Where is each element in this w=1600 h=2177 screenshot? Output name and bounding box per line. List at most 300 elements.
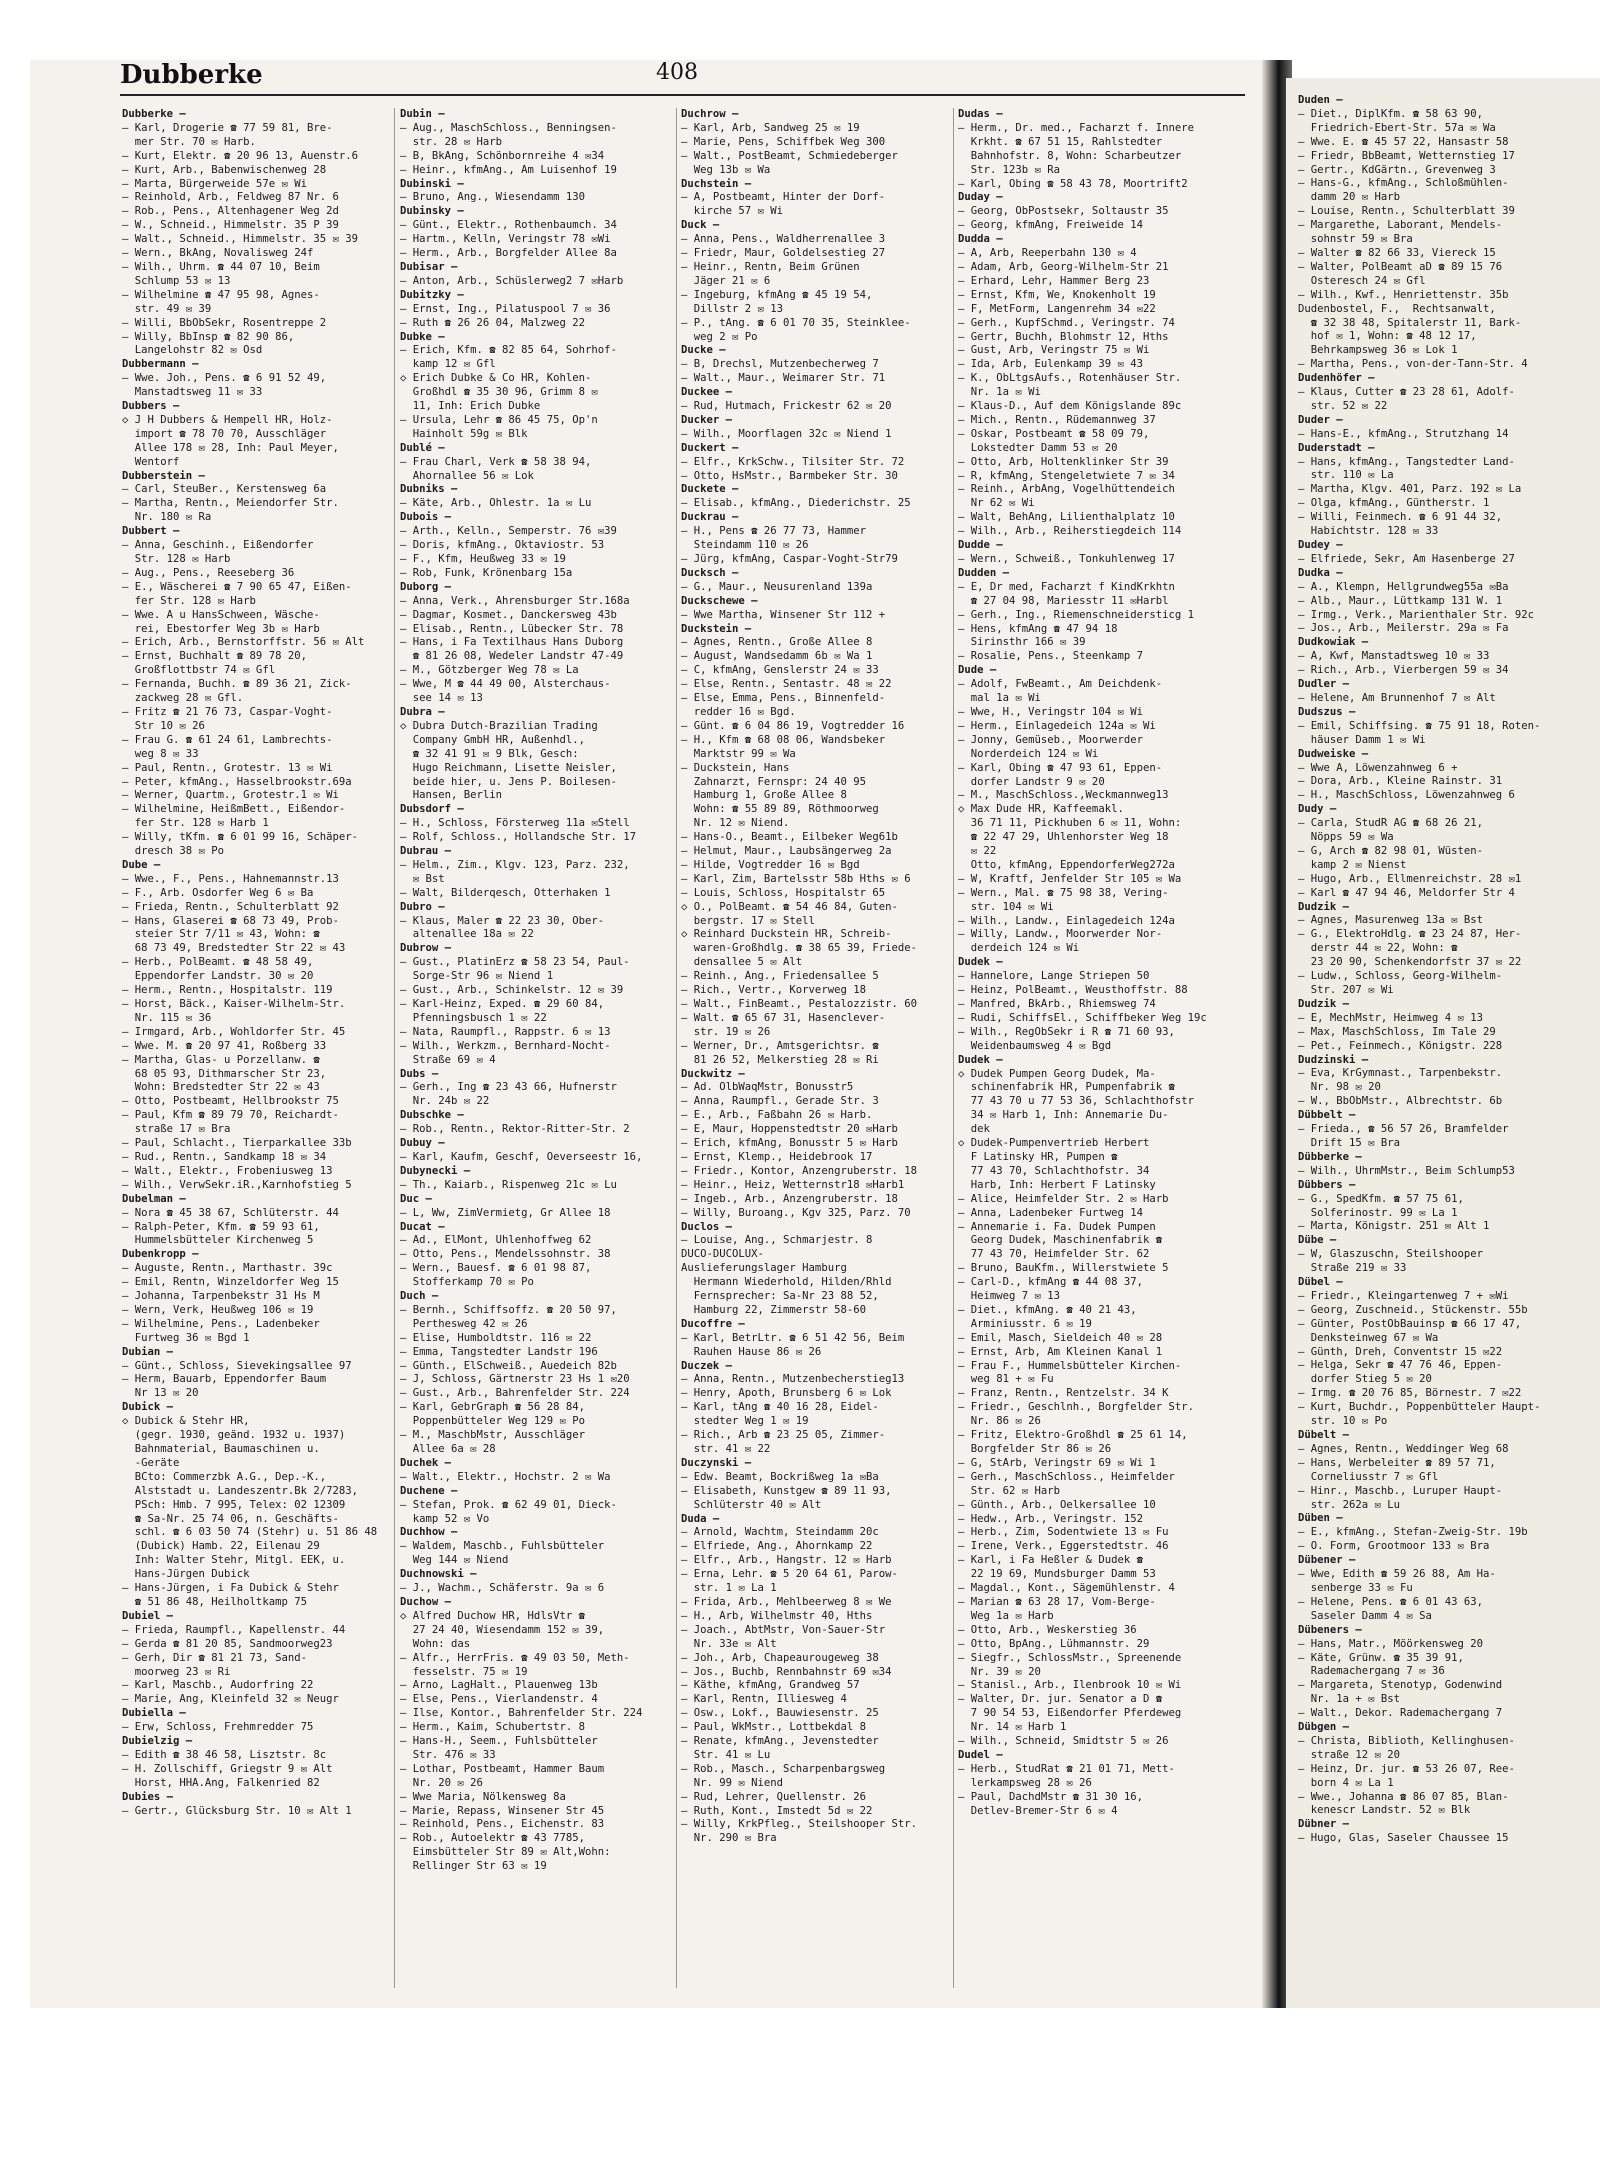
directory-entry-line: Dübe —: [1298, 1234, 1337, 1247]
directory-entry-line: — Martha, Glas- u Porzellanw. ☎: [122, 1053, 320, 1066]
directory-entry-line: — Reinhold, Pens., Eichenstr. 83: [400, 1818, 605, 1831]
directory-entry-line: Dudka —: [1298, 566, 1343, 579]
directory-entry-line: — Elisab., Rentn., Lübecker Str. 78: [400, 622, 624, 635]
directory-entry-line: — Walt., Dekor. Rademachergang 7: [1298, 1707, 1503, 1720]
directory-entry-line: — Hans-O., Beamt., Eilbeker Weg61b: [681, 831, 898, 844]
directory-entry-line: — Aug., MaschSchloss., Benningsen-: [400, 121, 617, 134]
directory-entry-line: — Günter, PostObBauinsp ☎ 66 17 47,: [1298, 1317, 1522, 1330]
directory-entry-line: — Rosalie, Pens., Steenkamp 7: [958, 650, 1143, 663]
directory-entry-line: Ducat —: [400, 1220, 445, 1233]
directory-entry-line: str. 52 ✉ 22: [1298, 399, 1388, 412]
directory-entry-line: — Arth., Kelln., Semperstr. 76 ✉39: [400, 525, 617, 538]
directory-entry-line: Wentorf: [122, 455, 180, 468]
directory-entry-line: — A, Kwf, Manstadtsweg 10 ✉ 33: [1298, 650, 1490, 663]
directory-entry-line: — H., Kfm ☎ 68 08 06, Wandsbeker: [681, 733, 886, 746]
directory-entry-line: Duckrau —: [681, 511, 739, 524]
column-divider: [394, 108, 395, 1988]
directory-entry-line: — Otto, HsMstr., Barmbeker Str. 30: [681, 469, 898, 482]
directory-entry-line: Nr 13 ✉ 20: [122, 1387, 199, 1400]
directory-entry-line: — Heinr., Heiz, Wetternstr18 ✉Harb1: [681, 1178, 905, 1191]
directory-entry-line: Wohn: ☎ 55 89 89, Röthmoorweg: [681, 803, 879, 816]
directory-entry-line: — Arno, LagHalt., Plauenweg 13b: [400, 1679, 598, 1692]
directory-entry-line: — Willy, KrkPfleg., Steilshooper Str.: [681, 1818, 917, 1831]
directory-entry-line: — Wilh., Kwf., Henriettenstr. 35b: [1298, 288, 1509, 301]
directory-entry-line: Company GmbH HR, Außenhdl.,: [400, 733, 585, 746]
directory-entry-line: — Heinz, PolBeamt., Weusthoffstr. 88: [958, 984, 1188, 997]
directory-entry-line: — Käte, Grünw. ☎ 35 39 91,: [1298, 1651, 1464, 1664]
directory-entry-line: — Wwe, M ☎ 44 49 00, Alsterchaus-: [400, 678, 611, 691]
directory-entry-line: Schlump 53 ✉ 13: [122, 274, 231, 287]
directory-entry-line: — Karl, Drogerie ☎ 77 59 81, Bre-: [122, 121, 333, 134]
directory-entry-line: Dubinsky —: [400, 205, 464, 218]
directory-entry-line: — Christa, Biblioth, Kellinghusen-: [1298, 1734, 1515, 1747]
directory-entry-line: — Walt, Bilderqesch, Otterhaken 1: [400, 886, 611, 899]
directory-entry-line: Pfenningsbusch 1 ✉ 22: [400, 1011, 547, 1024]
directory-entry-line: Str. 476 ✉ 33: [400, 1748, 496, 1761]
directory-entry-line: — Marian ☎ 63 28 17, Vom-Berge-: [958, 1595, 1156, 1608]
directory-entry-line: Saseler Damm 4 ✉ Sa: [1298, 1609, 1432, 1622]
directory-entry-line: Hugo Reichmann, Lisette Neisler,: [400, 761, 617, 774]
directory-entry-line: Nr. 1a + ✉ Bst: [1298, 1693, 1401, 1706]
directory-entry-line: Str 10 ✉ 26: [122, 719, 205, 732]
directory-entry-line: — Wern., BkAng, Novalisweg 24f: [122, 247, 314, 260]
directory-entry-line: — Frieda, Raumpfl., Kapellenstr. 44: [122, 1623, 346, 1636]
directory-entry-line: — Paul, Schlacht., Tierparkallee 33b: [122, 1137, 352, 1150]
directory-entry-line: — Rob., Pens., Altenhagener Weg 2d: [122, 205, 339, 218]
directory-entry-line: — Günth., ElSchweiß., Auedeich 82b: [400, 1359, 617, 1372]
directory-entry-line: Nr. 1a ✉ Wi: [958, 386, 1041, 399]
directory-entry-line: Dudden —: [958, 566, 1010, 579]
directory-entry-line: — Georg, kfmAng, Freiweide 14: [958, 219, 1143, 232]
directory-entry-line: Hamburg 22, Zimmerstr 58-60: [681, 1303, 866, 1316]
directory-entry-line: — Alfr., HerrFris. ☎ 49 03 50, Meth-: [400, 1651, 630, 1664]
directory-entry-line: ◇ Dubick & Stehr HR,: [122, 1415, 250, 1428]
directory-entry-line: — Helm., Zim., Klgv. 123, Parz. 232,: [400, 858, 630, 871]
directory-entry-line: Heimweg 7 ✉ 13: [958, 1290, 1061, 1303]
directory-entry-line: born 4 ✉ La 1: [1298, 1776, 1394, 1789]
directory-entry-line: ☎ 32 38 48, Spitalerstr 11, Bark-: [1298, 316, 1522, 329]
directory-entry-line: Dubuy —: [400, 1137, 445, 1150]
column-divider: [953, 108, 954, 1988]
directory-entry-line: — Rob., Rentn., Rektor-Ritter-Str. 2: [400, 1123, 630, 1136]
directory-entry-line: Str. 207 ✉ Wi: [1298, 984, 1394, 996]
directory-entry-line: Dübbers —: [1298, 1178, 1356, 1191]
directory-entry-line: — Th., Kaiarb., Rispenweg 21c ✉ Lu: [400, 1178, 617, 1191]
directory-entry-line: — Marta, Königstr. 251 ✉ Alt 1: [1298, 1220, 1490, 1233]
directory-entry-line: — Marie, Repass, Winsener Str 45: [400, 1804, 605, 1817]
directory-entry-line: — Walt., FinBeamt., Pestalozzistr. 60: [681, 998, 917, 1010]
directory-entry-line: — H., Arb, Wilhelmstr 40, Hths: [681, 1609, 873, 1622]
directory-entry-line: — Else, Emma, Pens., Binnenfeld-: [681, 692, 886, 705]
directory-entry-line: Sorge-Str 96 ✉ Niend 1: [400, 970, 554, 983]
directory-entry-line: — M., MaschbMstr, Ausschläger: [400, 1429, 585, 1442]
directory-entry-line: fer Str. 128 ✉ Harb 1: [122, 817, 269, 830]
directory-entry-line: ☎ 81 26 08, Wedeler Landstr 47-49: [400, 650, 624, 663]
directory-entry-line: — Kurt, Arb., Babenwischenweg 28: [122, 163, 327, 176]
directory-entry-line: str. 41 ✉ 22: [681, 1443, 771, 1455]
directory-entry-line: — W, Glaszuschn, Steilshooper: [1298, 1248, 1483, 1261]
directory-entry-line: beide hier, u. Jens P. Boilesen-: [400, 775, 617, 788]
directory-entry-line: Nr. 14 ✉ Harb 1: [958, 1721, 1067, 1734]
directory-entry-line: — Gust., Arb., Bahrenfelder Str. 224: [400, 1387, 630, 1400]
directory-entry-line: Dubs —: [400, 1067, 439, 1080]
directory-entry-line: Straße 69 ✉ 4: [400, 1053, 496, 1066]
directory-entry-line: — Agnes, Rentn., Große Allee 8: [681, 636, 873, 649]
directory-entry-line: — Günth., Arb., Oelkersallee 10: [958, 1498, 1156, 1511]
directory-entry-line: Friedrich-Ebert-Str. 57a ✉ Wa: [1298, 121, 1496, 134]
directory-entry-line: — Diet., DiplKfm. ☎ 58 63 90,: [1298, 107, 1483, 120]
directory-entry-line: — Gerh., MaschSchloss., Heimfelder: [958, 1470, 1175, 1483]
directory-entry-line: ◇ Dudek Pumpen Georg Dudek, Ma-: [958, 1067, 1156, 1080]
directory-entry-line: — Paul, Rentn., Grotestr. 13 ✉ Wi: [122, 761, 333, 774]
directory-entry-line: — Heinz, Dr. jur. ☎ 53 26 07, Ree-: [1298, 1762, 1515, 1775]
directory-entry-line: — Ernst, Arb, Am Kleinen Kanal 1: [958, 1345, 1163, 1358]
directory-entry-line: — Hilde, Vogtredder 16 ✉ Bgd: [681, 858, 860, 871]
directory-entry-line: Düben —: [1298, 1512, 1343, 1525]
directory-entry-line: Dubberke —: [122, 108, 186, 120]
directory-entry-line: — Louis, Schloss, Hospitalstr 65: [681, 886, 886, 899]
directory-entry-line: Rellinger Str 63 ✉ 19: [400, 1860, 547, 1873]
directory-entry-line: — Walter, Dr. jur. Senator a D ☎: [958, 1693, 1163, 1706]
directory-entry-line: Bahnmaterial, Baumaschinen u.: [122, 1443, 320, 1455]
directory-entry-line: Horst, HHA.Ang, Falkenried 82: [122, 1776, 320, 1789]
directory-entry-line: — Karl ☎ 47 94 46, Meldorfer Str 4: [1298, 886, 1515, 899]
directory-entry-line: Dubian —: [122, 1345, 174, 1358]
directory-entry-line: — Walter ☎ 82 66 33, Viereck 15: [1298, 246, 1496, 259]
directory-entry-line: — Walt., Schneid., Himmelstr. 35 ✉ 39: [122, 233, 358, 246]
directory-entry-line: — Elfriede, Sekr, Am Hasenberge 27: [1298, 552, 1515, 565]
directory-entry-line: Lokstedter Damm 53 ✉ 20: [958, 441, 1118, 454]
directory-entry-line: — Wwe, Edith ☎ 59 26 88, Am Ha-: [1298, 1568, 1496, 1581]
directory-entry-line: Dillstr 2 ✉ 13: [681, 302, 784, 315]
directory-entry-line: Dubra —: [400, 705, 445, 718]
directory-entry-line: — Hannelore, Lange Striepen 50: [958, 970, 1150, 983]
directory-entry-line: Hermann Wiederhold, Hilden/Rhld: [681, 1276, 892, 1289]
directory-entry-line: — Ida, Arb, Eulenkamp 39 ✉ 43: [958, 358, 1143, 371]
directory-entry-line: — Rob, Funk, Krönenbarg 15a: [400, 566, 573, 579]
directory-entry-line: — Joh., Arb, Chapeaurougeweg 38: [681, 1651, 879, 1664]
directory-entry-line: Nöpps 59 ✉ Wa: [1298, 831, 1394, 844]
directory-entry-line: Duchene —: [400, 1484, 458, 1497]
directory-entry-line: — Gust, Arb, Veringstr 75 ✉ Wi: [958, 344, 1150, 357]
directory-entry-line: — Oskar, Postbeamt ☎ 58 09 79,: [958, 427, 1150, 440]
directory-entry-line: Duckee —: [681, 386, 733, 399]
directory-entry-line: densallee 5 ✉ Alt: [681, 956, 803, 969]
directory-entry-line: — Erna, Lehr. ☎ 5 20 64 61, Parow-: [681, 1568, 898, 1581]
directory-entry-line: DUCO-DUCOLUX-: [681, 1248, 764, 1261]
directory-entry-line: Duder —: [1298, 413, 1343, 426]
directory-entry-line: — Günth, Dreh, Conventstr 15 ✉22: [1298, 1345, 1503, 1358]
directory-entry-line: — Helmut, Maur., Laubsängerweg 2a: [681, 845, 892, 858]
directory-entry-line: Str. 62 ✉ Harb: [958, 1484, 1061, 1497]
directory-entry-line: — Paul, WkMstr., Lottbekdal 8: [681, 1721, 866, 1734]
directory-entry-line: Ducksch —: [681, 566, 739, 579]
directory-entry-line: — P., tAng. ☎ 6 01 70 35, Steinklee-: [681, 316, 911, 329]
directory-entry-line: — Wwe. Joh., Pens. ☎ 6 91 52 49,: [122, 372, 327, 385]
directory-entry-line: — E., Wäscherei ☎ 7 90 65 47, Eißen-: [122, 580, 352, 593]
directory-entry-line: Straße 219 ✉ 33: [1298, 1262, 1407, 1275]
directory-entry-line: sohnstr 59 ✉ Bra: [1298, 233, 1413, 246]
directory-entry-line: Poppenbütteler Weg 129 ✉ Po: [400, 1415, 585, 1428]
directory-entry-line: — H. Zollschiff, Griegstr 9 ✉ Alt: [122, 1762, 333, 1775]
directory-entry-line: — Wilhelmine ☎ 47 95 98, Agnes-: [122, 288, 320, 301]
directory-entry-line: — J, Schloss, Gärtnerstr 23 Hs 1 ✉20: [400, 1373, 630, 1386]
directory-entry-line: zackweg 28 ✉ Gfl.: [122, 692, 244, 705]
directory-entry-line: Rauhen Hause 86 ✉ 26: [681, 1345, 822, 1358]
directory-entry-line: — Jonny, Gemüseb., Moorwerder: [958, 733, 1143, 746]
directory-entry-line: Ducker —: [681, 413, 733, 426]
directory-entry-line: — Günt., Elektr., Rothenbaumch. 34: [400, 219, 617, 232]
directory-entry-line: kamp 52 ✉ Vo: [400, 1512, 490, 1525]
directory-entry-line: — Else, Rentn., Sentastr. 48 ✉ 22: [681, 678, 892, 691]
directory-entry-line: — Wilh., Werkzm., Bernhard-Nocht-: [400, 1039, 611, 1052]
directory-entry-line: — Fritz ☎ 21 76 73, Caspar-Voght-: [122, 705, 333, 718]
directory-entry-line: — Ingeb., Arb., Anzengruberstr. 18: [681, 1192, 898, 1205]
directory-entry-line: — G., SpedKfm. ☎ 57 75 61,: [1298, 1192, 1464, 1205]
directory-entry-line: str. 110 ✉ La: [1298, 469, 1394, 482]
directory-entry-line: Nr 62 ✉ Wi: [958, 497, 1035, 510]
directory-entry-line: — Frieda, Rentn., Schulterblatt 92: [122, 900, 339, 913]
directory-entry-line: — Fernanda, Buchh. ☎ 89 36 21, Zick-: [122, 678, 352, 691]
directory-entry-line: derdeich 124 ✉ Wi: [958, 942, 1080, 955]
directory-entry-line: ☎ 32 41 91 ✉ 9 Blk, Gesch:: [400, 747, 579, 760]
directory-entry-line: Langelohstr 82 ✉ Osd: [122, 344, 263, 357]
directory-entry-line: — Manfred, BkArb., Rhiemsweg 74: [958, 998, 1156, 1010]
directory-entry-line: — M., Götzberger Weg 78 ✉ La: [400, 664, 579, 677]
directory-entry-line: — Agnes, Masurenweg 13a ✉ Bst: [1298, 914, 1483, 927]
directory-entry-line: — H., MaschSchloss, Löwenzahnweg 6: [1298, 789, 1515, 802]
directory-entry-line: — Frieda., ☎ 56 57 26, Bramfelder: [1298, 1123, 1509, 1136]
directory-entry-line: — Willy, Buroang., Kgv 325, Parz. 70: [681, 1206, 911, 1219]
directory-entry-line: straße 12 ✉ 20: [1298, 1748, 1401, 1761]
directory-entry-line: — Stanisl., Arb., Ilenbrook 10 ✉ Wi: [958, 1679, 1182, 1692]
directory-entry-line: Nr. 33e ✉ Alt: [681, 1637, 777, 1650]
directory-entry-line: — Walter, PolBeamt aD ☎ 89 15 76: [1298, 260, 1503, 273]
directory-entry-line: — Rich., Arb ☎ 23 25 05, Zimmer-: [681, 1429, 886, 1442]
directory-entry-line: Nr. 86 ✉ 26: [958, 1415, 1041, 1428]
directory-entry-line: — Wilh., VerwSekr.iR.,Karnhofstieg 5: [122, 1178, 352, 1191]
directory-entry-line: häuser Damm 1 ✉ Wi: [1298, 733, 1426, 746]
directory-entry-line: derstr 44 ✉ 22, Wohn: ☎: [1298, 942, 1458, 955]
directory-entry-line: Dubenkropp —: [122, 1248, 199, 1261]
right-page: [1286, 78, 1600, 2008]
directory-entry-line: — Karl, Rentn, Illiesweg 4: [681, 1693, 847, 1706]
directory-entry-line: — Karl, Maschb., Audorfring 22: [122, 1679, 314, 1692]
directory-entry-line: — Anna, Geschinh., Eißendorfer: [122, 539, 314, 552]
directory-entry-line: — Rud, Lehrer, Quellenstr. 26: [681, 1790, 866, 1803]
directory-entry-line: — Ingeburg, kfmAng ☎ 45 19 54,: [681, 288, 873, 301]
directory-entry-line: Dubinski —: [400, 177, 464, 190]
directory-entry-line: schinenfabrik HR, Pumpenfabrik ☎: [958, 1081, 1175, 1094]
directory-entry-line: — Friedr., Geschlnh., Borgfelder Str.: [958, 1401, 1194, 1414]
directory-entry-line: — Herm, Bauarb, Eppendorfer Baum: [122, 1373, 327, 1386]
directory-entry-line: lerkampsweg 28 ✉ 26: [958, 1776, 1092, 1789]
directory-entry-line: Dudde —: [958, 539, 1003, 552]
directory-entry-line: ✉ Bst: [400, 872, 445, 885]
directory-entry-line: — Rolf, Schloss., Hollandsche Str. 17: [400, 831, 636, 844]
directory-entry-line: — Reinh., ArbAng, Vogelhüttendeich: [958, 483, 1175, 496]
directory-entry-line: Inh: Walter Stehr, Mitgl. EEK, u.: [122, 1554, 346, 1567]
directory-column-4: [958, 108, 1226, 1988]
directory-entry-line: — K., ObLtgsAufs., Rotenhäuser Str.: [958, 372, 1182, 385]
directory-entry-line: — G., Maur., Neusurenland 139a: [681, 580, 873, 593]
directory-entry-line: — Gerda ☎ 81 20 85, Sandmoorweg23: [122, 1637, 333, 1650]
directory-entry-line: Dubitzky —: [400, 288, 464, 301]
directory-entry-line: rei, Ebestorfer Weg 3b ✉ Harb: [122, 622, 320, 635]
directory-entry-line: — Wilh., Arb., Reiherstiegdeich 114: [958, 525, 1182, 538]
directory-entry-line: — Dagmar, Kosmet., Danckersweg 43b: [400, 608, 617, 621]
directory-entry-line: Dubiel —: [122, 1609, 174, 1622]
directory-entry-line: — Gerh., Ing., Riemenschneidersticg 1: [958, 608, 1194, 621]
directory-entry-line: Corneliusstr 7 ✉ Gfl: [1298, 1470, 1439, 1483]
directory-entry-line: Dubke —: [400, 330, 445, 343]
directory-entry-line: — Arnold, Wachtm, Steindamm 20c: [681, 1526, 879, 1539]
directory-entry-line: — Marie, Ang, Kleinfeld 32 ✉ Neugr: [122, 1693, 339, 1706]
directory-entry-line: — Else, Pens., Vierlandenstr. 4: [400, 1693, 598, 1706]
directory-entry-line: Nr. 24b ✉ 22: [400, 1095, 490, 1108]
directory-entry-line: Duckwitz —: [681, 1067, 745, 1080]
directory-entry-line: Str. 123b ✉ Ra: [958, 163, 1061, 176]
directory-entry-line: damm 20 ✉ Harb: [1298, 191, 1401, 204]
directory-entry-line: weg 2 ✉ Po: [681, 330, 758, 343]
directory-entry-line: — Wilh., Schneid, Smidtstr 5 ✉ 26: [958, 1735, 1169, 1748]
directory-entry-line: — E., kfmAng., Stefan-Zweig-Str. 19b: [1298, 1526, 1528, 1539]
directory-entry-line: Dudszus —: [1298, 705, 1356, 718]
directory-entry-line: — Walt., Maur., Weimarer Str. 71: [681, 372, 886, 385]
directory-entry-line: Duchow —: [400, 1595, 452, 1608]
directory-entry-line: str. 10 ✉ Po: [1298, 1415, 1388, 1428]
directory-entry-line: — Hinr., Maschb., Luruper Haupt-: [1298, 1484, 1503, 1497]
directory-entry-line: Dubies —: [122, 1790, 174, 1803]
directory-entry-line: Stofferkamp 70 ✉ Po: [400, 1276, 534, 1289]
directory-entry-line: — Wwe. E. ☎ 45 57 22, Hansastr 58: [1298, 135, 1509, 148]
directory-entry-line: kamp 2 ✉ Nienst: [1298, 858, 1407, 871]
directory-entry-line: Dudel —: [958, 1748, 1003, 1761]
directory-entry-line: Dudenhöfer —: [1298, 372, 1375, 385]
directory-entry-line: 68 05 93, Dithmarscher Str 23,: [122, 1067, 327, 1080]
directory-entry-line: — Willy, tKfm. ☎ 6 01 99 16, Schäper-: [122, 831, 358, 844]
directory-entry-line: — Ralph-Peter, Kfm. ☎ 59 93 61,: [122, 1220, 320, 1233]
directory-entry-line: — Emil, Rentn, Winzeldorfer Weg 15: [122, 1276, 339, 1289]
directory-entry-line: — Carl-D., kfmAng ☎ 44 08 37,: [958, 1276, 1143, 1289]
directory-entry-line: — Hans, Glaserei ☎ 68 73 49, Prob-: [122, 914, 339, 927]
directory-entry-line: — Anna, Ladenbeker Furtweg 14: [958, 1206, 1143, 1219]
directory-entry-line: — E, Maur, Hoppenstedtstr 20 ✉Harb: [681, 1123, 898, 1136]
directory-entry-line: Hainholt 59g ✉ Blk: [400, 427, 528, 440]
directory-entry-line: str. 1 ✉ La 1: [681, 1582, 777, 1595]
directory-entry-line: — August, Wandsedamm 6b ✉ Wa 1: [681, 650, 873, 663]
directory-entry-line: Duckert —: [681, 441, 739, 454]
directory-entry-line: — Irmg. ☎ 20 76 85, Börnestr. 7 ✉22: [1298, 1387, 1522, 1400]
directory-entry-line: moorweg 23 ✉ Ri: [122, 1665, 231, 1678]
directory-entry-line: — Gertr., Glücksburg Str. 10 ✉ Alt 1: [122, 1804, 352, 1817]
directory-entry-line: Denksteinweg 67 ✉ Wa: [1298, 1331, 1439, 1344]
directory-entry-line: — Heinr., Rentn, Beim Grünen: [681, 260, 860, 273]
directory-entry-line: Dudzinski —: [1298, 1053, 1369, 1066]
directory-entry-line: Duden —: [1298, 94, 1343, 106]
directory-entry-line: F Latinsky HR, Pumpen ☎: [958, 1150, 1118, 1163]
directory-entry-line: 81 26 52, Melkerstieg 28 ✉ Ri: [681, 1053, 879, 1066]
directory-entry-line: — Ad. OlbWaqMstr, Bonusstr5: [681, 1081, 854, 1094]
directory-entry-line: — Erich, Arb., Bernstorffstr. 56 ✉ Alt: [122, 636, 365, 649]
directory-entry-line: — Heinr., kfmAng., Am Luisenhof 19: [400, 163, 617, 176]
directory-entry-line: — Otto, BpAng., Lühmannstr. 29: [958, 1637, 1150, 1650]
directory-entry-line: — Olga, kfmAng., Güntherstr. 1: [1298, 497, 1490, 510]
directory-entry-line: — Helene, Pens. ☎ 6 01 43 63,: [1298, 1595, 1483, 1608]
directory-entry-line: — Annemarie i. Fa. Dudek Pumpen: [958, 1220, 1156, 1233]
directory-entry-line: Dubniks —: [400, 483, 458, 496]
directory-entry-line: Großflottbstr 74 ✉ Gfl: [122, 664, 276, 677]
directory-entry-line: Dubin —: [400, 108, 445, 120]
directory-entry-line: — Wwe. A u HansSchween, Wäsche-: [122, 608, 320, 621]
directory-entry-line: Dubbert —: [122, 525, 180, 538]
directory-entry-line: — Wilhelmine, HeißmBett., Eißendor-: [122, 803, 346, 816]
directory-entry-line: — Ruth ☎ 26 26 04, Malzweg 22: [400, 316, 585, 329]
directory-entry-line: Großhdl ☎ 35 30 96, Grimm 8 ✉: [400, 386, 598, 399]
directory-entry-line: Duch —: [400, 1290, 439, 1303]
directory-entry-line: Auslieferungslager Hamburg: [681, 1262, 847, 1275]
directory-entry-line: fer Str. 128 ✉ Harb: [122, 594, 256, 607]
directory-entry-line: — Erhard, Lehr, Hammer Berg 23: [958, 274, 1150, 287]
directory-entry-line: — Eva, KrGymnast., Tarpenbekstr.: [1298, 1067, 1503, 1080]
directory-entry-line: — Max, MaschSchloss, Im Tale 29: [1298, 1025, 1496, 1038]
directory-entry-line: — Hans-Jürgen, i Fa Dubick & Stehr: [122, 1582, 339, 1595]
directory-entry-line: — Günt., Schloss, Sievekingsallee 97: [122, 1359, 352, 1372]
directory-entry-line: Ducke —: [681, 344, 726, 357]
directory-entry-line: — Hans, Matr., Möörkensweg 20: [1298, 1637, 1483, 1650]
directory-entry-line: — Lothar, Postbeamt, Hammer Baum: [400, 1762, 605, 1775]
directory-entry-line: — Gerh, Dir ☎ 81 21 73, Sand-: [122, 1651, 307, 1664]
directory-entry-line: — L, Ww, ZimVermietg, Gr Allee 18: [400, 1206, 611, 1219]
directory-entry-line: Nr. 12 ✉ Niend.: [681, 817, 790, 830]
directory-entry-line: Nr. 39 ✉ 20: [958, 1665, 1041, 1678]
directory-entry-line: Dübelt —: [1298, 1429, 1350, 1441]
directory-entry-line: — Gerh., KupfSchmd., Veringstr. 74: [958, 316, 1175, 329]
directory-entry-line: Alststadt u. Landeszentr.Bk 2/7283,: [122, 1484, 358, 1497]
directory-entry-line: — Herm., Rentn., Hospitalstr. 119: [122, 984, 333, 997]
directory-entry-line: 77 43 70 u 77 53 36, Schlachthofstr: [958, 1095, 1194, 1108]
directory-entry-line: — Jürg, kfmAng, Caspar-Voght-Str79: [681, 553, 898, 565]
directory-entry-line: — W, Kraftf, Jenfelder Str 105 ✉ Wa: [958, 872, 1182, 885]
directory-entry-line: Nr. 20 ✉ 26: [400, 1776, 483, 1789]
directory-entry-line: Nr. 290 ✉ Bra: [681, 1832, 777, 1845]
directory-entry-line: — Wwe., F., Pens., Hahnemannstr.13: [122, 872, 339, 885]
directory-entry-line: fesselstr. 75 ✉ 19: [400, 1665, 528, 1678]
directory-entry-line: — Doris, kfmAng., Oktaviostr. 53: [400, 539, 605, 552]
directory-entry-line: Duczynski —: [681, 1456, 752, 1469]
directory-entry-line: — Johanna, Tarpenbekstr 31 Hs M: [122, 1290, 320, 1303]
directory-entry-line: Duday —: [958, 191, 1003, 204]
directory-entry-line: — Agnes, Rentn., Weddinger Weg 68: [1298, 1442, 1509, 1455]
directory-entry-line: Dubynecki —: [400, 1164, 471, 1177]
directory-entry-line: Bahnhofstr. 8, Wohn: Scharbeutzer: [958, 149, 1182, 162]
directory-entry-line: — Jos., Buchb, Rennbahnstr 69 ✉34: [681, 1665, 892, 1678]
directory-entry-line: — Kurt, Elektr. ☎ 20 96 13, Auenstr.6: [122, 149, 358, 162]
directory-entry-line: — Karl, tAng ☎ 40 16 28, Eidel-: [681, 1401, 879, 1414]
directory-entry-line: — Nora ☎ 45 38 67, Schlüterstr. 44: [122, 1206, 339, 1219]
directory-entry-line: — Herm., Einlagedeich 124a ✉ Wi: [958, 719, 1156, 732]
directory-entry-line: — Werner, Dr., Amtsgerichtsr. ☎: [681, 1039, 879, 1052]
directory-entry-line: ☎ 51 86 48, Heilholtkamp 75: [122, 1595, 307, 1608]
directory-entry-line: Weg 13b ✉ Wa: [681, 163, 771, 176]
directory-entry-line: ◇ J H Dubbers & Hempell HR, Holz-: [122, 413, 333, 426]
directory-entry-line: Allee 178 ✉ 28, Inh: Paul Meyer,: [122, 441, 339, 454]
directory-entry-line: Drift 15 ✉ Bra: [1298, 1136, 1401, 1149]
directory-entry-line: Dübeners —: [1298, 1623, 1362, 1636]
directory-entry-line: — Hans, i Fa Textilhaus Hans Duborg: [400, 636, 624, 649]
directory-entry-line: Nr. 99 ✉ Niend: [681, 1776, 784, 1789]
directory-entry-line: Duchhow —: [400, 1526, 458, 1539]
